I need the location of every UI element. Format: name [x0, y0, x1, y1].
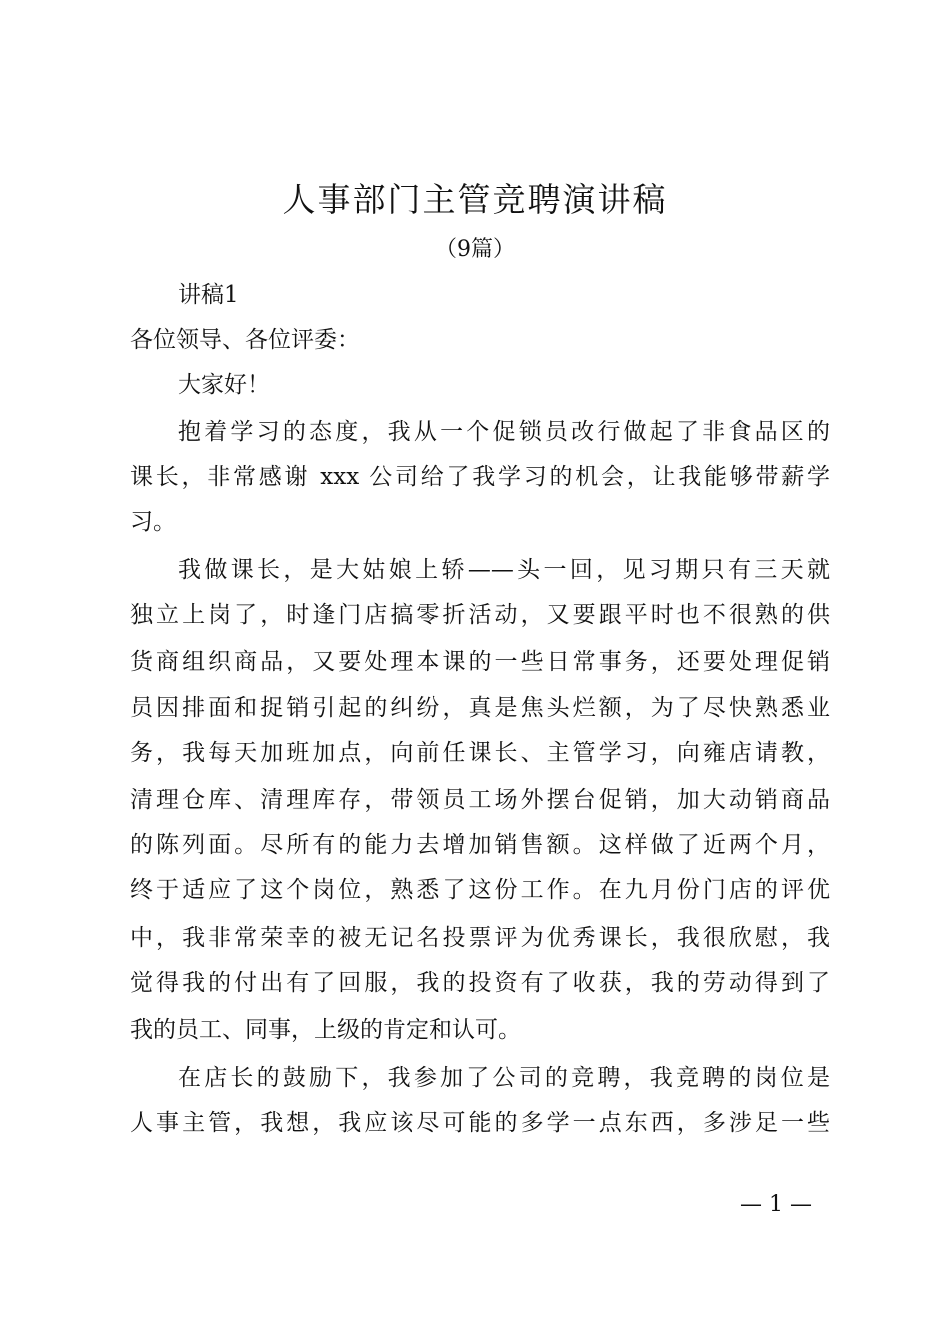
- paragraph-line: 抱着学习的态度，我从一个促锁员改行做起了非食品区的: [178, 419, 830, 445]
- paragraph-line: 觉得我的付出有了回服，我的投资有了收获，我的劳动得到了: [130, 970, 830, 996]
- paragraph-line: 我做课长，是大姑娘上轿——头一回，见习期只有三天就: [178, 557, 830, 583]
- salutation: 各位领导、各位评委：: [130, 327, 360, 353]
- section-label: 讲稿1: [178, 282, 239, 308]
- paragraph-line: 货商组织商品，又要处理本课的一些日常事务，还要处理促销: [130, 649, 830, 675]
- paragraph-line: 务，我每天加班加点，向前任课长、主管学习，向雍店请教，: [130, 740, 830, 766]
- paragraph-line: 的陈列面。尽所有的能力去增加销售额。这样做了近两个月，: [130, 832, 830, 858]
- paragraph-line: 中，我非常荣幸的被无记名投票评为优秀课长，我很欣慰，我: [130, 925, 830, 951]
- paragraph-line: 清理仓库、清理库存，带领员工场外摆台促销，加大动销商品: [130, 787, 830, 813]
- paragraph-line: 人事主管，我想，我应该尽可能的多学一点东西，多涉足一些: [130, 1110, 830, 1136]
- paragraph-line: 在店长的鼓励下，我参加了公司的竞聘，我竞聘的岗位是: [178, 1065, 830, 1091]
- paragraph-line: 终于适应了这个岗位，熟悉了这份工作。在九月份门店的评优: [130, 877, 830, 903]
- greeting: 大家好！: [178, 372, 270, 398]
- page-number: — 1 —: [740, 1192, 812, 1217]
- paragraph-line: 员因排面和捉销引起的纠纷，真是焦头烂额，为了尽快熟悉业: [130, 695, 830, 721]
- paragraph-line: 独立上岗了，时逢门店搞零折活动，又要跟平时也不很熟的供: [130, 602, 830, 628]
- paragraph-line: 习。: [130, 509, 176, 535]
- paragraph-line: 课长，非常感谢 xxx 公司给了我学习的机会，让我能够带薪学: [130, 464, 830, 490]
- document-subtitle: （9篇）: [435, 237, 515, 262]
- paragraph-line: 我的员工、同事，上级的肯定和认可。: [130, 1017, 521, 1043]
- document-title: 人事部门主管竞聘演讲稿: [282, 180, 668, 219]
